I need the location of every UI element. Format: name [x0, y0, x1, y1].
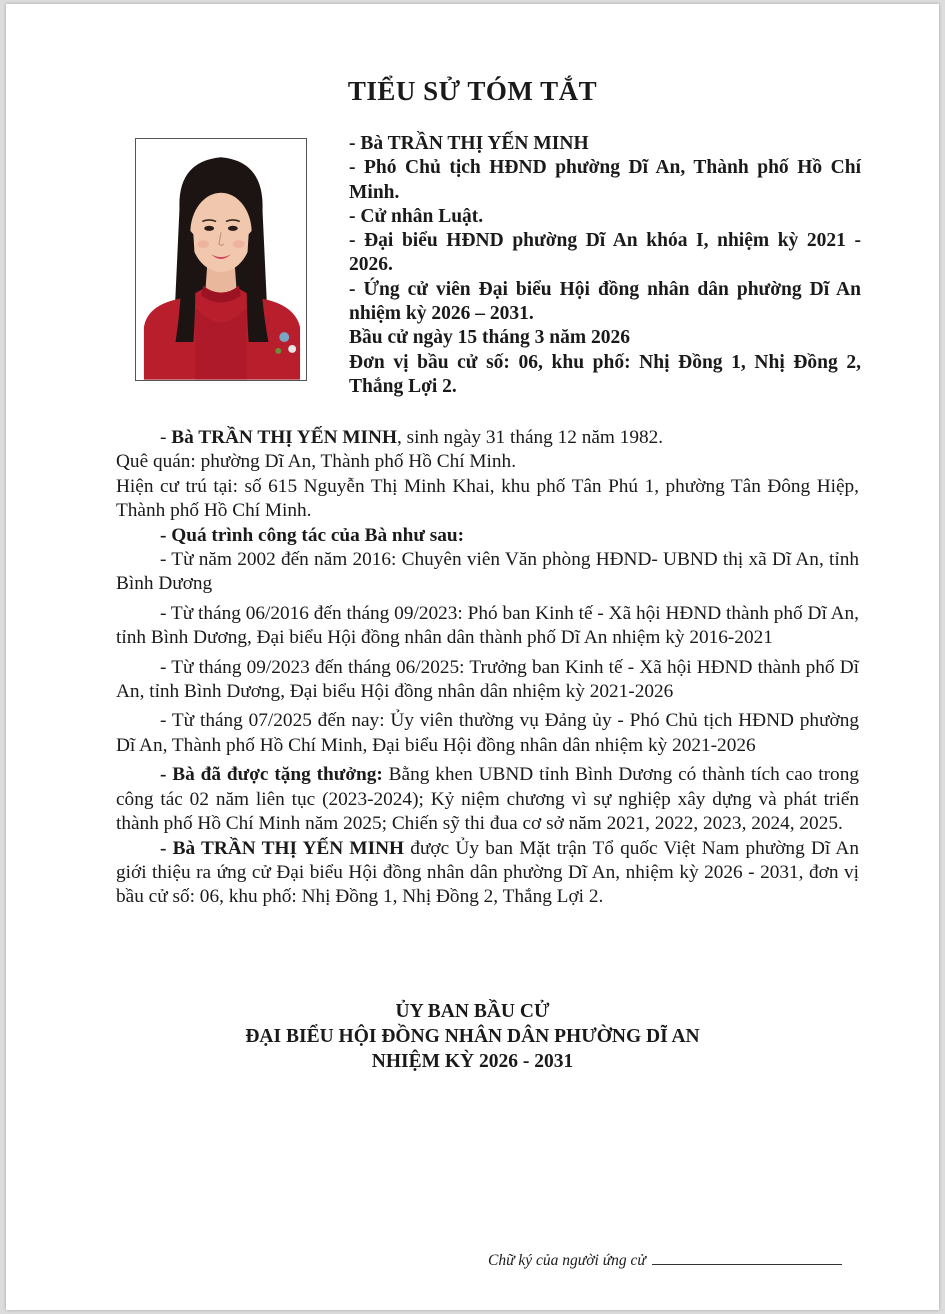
residence: Hiện cư trú tại: số 615 Nguyễn Thị Minh Khai, khu phố Tân Phú 1, phường Tân Đông Hiệp, Thành phố Hồ Chí Minh. [116, 475, 859, 522]
summary-line: - Bà TRẦN THỊ YẾN MINH [349, 133, 589, 154]
bio-intro-prefix: - [160, 427, 172, 448]
candidate-name: Bà TRẦN THỊ YẾN MINH [171, 427, 397, 448]
committee-line: ỦY BAN BẦU CỬ [395, 1001, 550, 1022]
election-committee [0, 999, 945, 1074]
career-heading [116, 524, 859, 548]
career-item: - Từ tháng 07/2025 đến nay: Ủy viên thường vụ Đảng ủy - Phó Chủ tịch HĐND phường Dĩ An, Thành phố Hồ Chí Minh, Đại biểu Hội đồng nhân dân nhiệm kỳ 2021-2026 [116, 710, 859, 756]
nomination [116, 837, 859, 910]
hometown: Quê quán: phường Dĩ An, Thành phố Hồ Chí Minh. [116, 451, 517, 473]
signature-line [652, 1252, 842, 1265]
summary-line: - Phó Chủ tịch HĐND phường Dĩ An, Thành phố Hồ Chí Minh. [349, 157, 861, 203]
document-title: TIỂU SỬ TÓM TẮT [347, 76, 598, 106]
signature-block [488, 1252, 868, 1270]
bio-intro [116, 426, 859, 450]
career-item: - Từ năm 2002 đến năm 2016: Chuyên viên Văn phòng HĐND- UBND thị xã Dĩ An, tỉnh Bình Dương [116, 549, 859, 595]
awards-text: Bằng khen UBND tỉnh Bình Dương có thành tích cao trong công tác 02 năm liên tục (2023-2024); Kỷ niệm chương vì sự nghiệp xây dựng và phát triển thành phố Hồ Chí Minh năm 2025; Chiến sỹ thi đua cơ sở năm 2021, 2022, 2023, 2024, 2025. [116, 764, 859, 835]
career-heading-text: - Quá trình công tác của Bà như sau: [160, 524, 465, 546]
candidate-portrait [135, 138, 307, 381]
candidate-summary [349, 132, 861, 399]
summary-line: Đơn vị bầu cử số: 06, khu phố: Nhị Đồng 1, Nhị Đồng 2, Thắng Lợi 2. [349, 351, 861, 397]
summary-line: Bầu cử ngày 15 tháng 3 năm 2026 [349, 327, 630, 349]
summary-line: - Cử nhân Luật. [349, 205, 484, 227]
summary-line: - Đại biểu HĐND phường Dĩ An khóa I, nhiệm kỳ 2021 - 2026. [349, 230, 861, 276]
awards [116, 763, 859, 836]
career-item: - Từ tháng 06/2016 đến tháng 09/2023: Phó ban Kinh tế - Xã hội HĐND thành phố Dĩ An, tỉnh Bình Dương, Đại biểu Hội đồng nhân dân thành phố Dĩ An nhiệm kỳ 2016-2021 [116, 602, 859, 649]
awards-label: - Bà đã được tặng thưởng: [160, 764, 383, 786]
career-item: - Từ tháng 09/2023 đến tháng 06/2025: Trưởng ban Kinh tế - Xã hội HĐND thành phố Dĩ An, tỉnh Bình Dương, Đại biểu Hội đồng nhân dân nhiệm kỳ 2021-2026 [116, 656, 859, 703]
nomination-text: được Ủy ban Mặt trận Tổ quốc Việt Nam phường Dĩ An giới thiệu ra ứng cử Đại biểu Hội đồng nhân dân phường Dĩ An, nhiệm kỳ 2026 - 2031, đơn vị bầu cử số: 06, khu phố: Nhị Đồng 1, Nhị Đồng 2, Thắng Lợi 2. [116, 837, 859, 908]
birth-date: , sinh ngày 31 tháng 12 năm 1982. [396, 427, 664, 448]
signature-label: Chữ ký của người ứng cử [488, 1252, 646, 1269]
summary-line: - Ứng cử viên Đại biểu Hội đồng nhân dân phường Dĩ An nhiệm kỳ 2026 – 2031. [349, 278, 861, 325]
biography-body [116, 426, 859, 910]
committee-line: ĐẠI BIỂU HỘI ĐỒNG NHÂN DÂN PHƯỜNG DĨ AN [245, 1026, 700, 1047]
committee-line: NHIỆM KỲ 2026 - 2031 [371, 1051, 574, 1072]
nomination-name: - Bà TRẦN THỊ YẾN MINH [160, 837, 405, 859]
